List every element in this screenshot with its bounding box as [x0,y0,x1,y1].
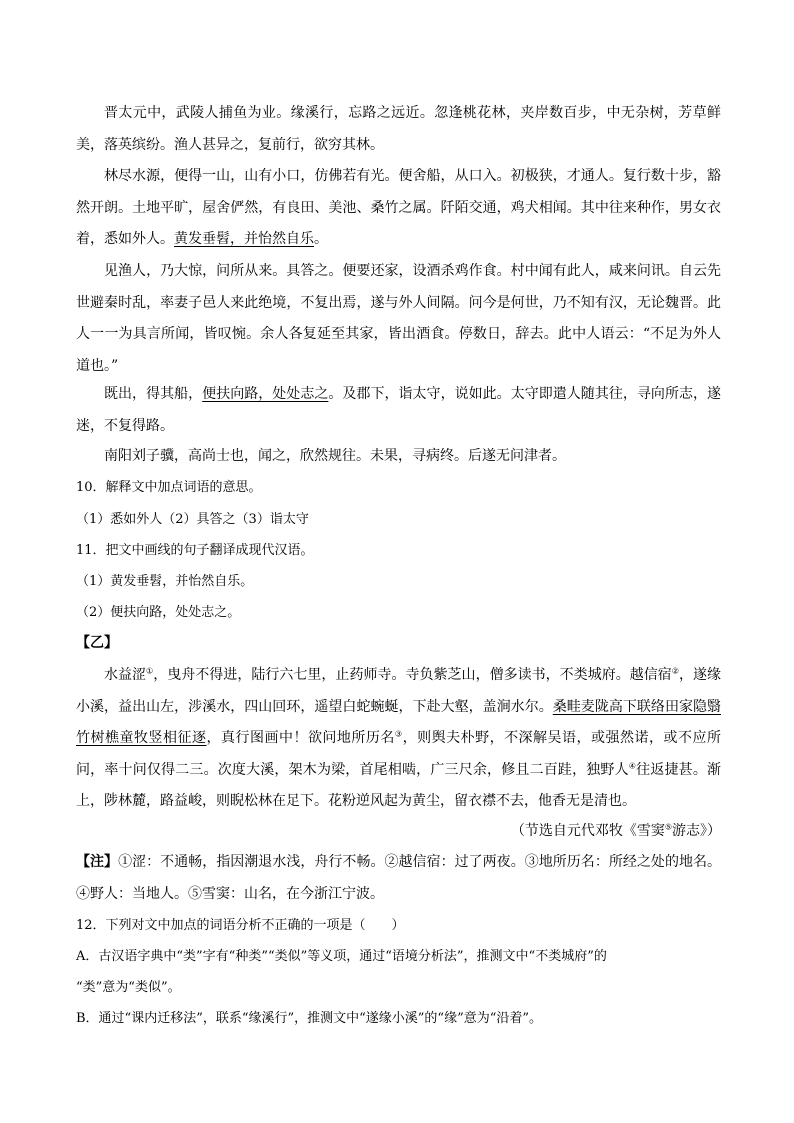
question-11: 11．把文中画线的句子翻译成现代汉语。 [76,543,314,558]
passage-jia-paragraph-5: 南阳刘子骥，高尚士也，闻之，欣然规往。未果，寻病终。后遂无问津者。 [104,448,566,464]
footnote-marker-2: ② [671,666,679,676]
question-11-item-2: （2）便扶向路，处处志之。 [76,605,241,620]
footnote-marker-5: ⑤ [664,822,672,832]
text: 水益涩 [104,667,147,683]
question-10-items: （1）悉如外人（2）具答之（3）诣太守 [76,512,309,527]
text: 既出，得其船， [104,386,203,402]
text: ，则舆夫朴野，不深解吴语，或强然诺，或不应所问，率十问仅得二三。次度大溪，架木为梁，首尾相啮，广三尺余，修且二百跬，独野人 [76,730,722,778]
question-10: 10．解释文中加点词语的意思。 [76,480,262,495]
source-citation [76,816,721,848]
notes-label: 【注】 [76,854,119,870]
annotation-notes [76,847,721,910]
footnote-marker-1: ① [146,666,154,676]
text: 。及郡下，诣太守，说如此。太守即遣人随其往，寻向所志，遂迷，不复得路。 [76,386,722,434]
footnote-marker-4: ④ [628,760,637,770]
passage-jia-paragraph-4 [76,379,721,442]
text: （节选自元代邓牧《雪窦 [510,823,665,839]
question-12-option-a-line-2: “类”意为“类似”。 [76,980,181,995]
question-12: 12．下列对文中加点的词语分析不正确的一项是（ ） [76,918,405,933]
passage-yi [76,660,721,818]
question-12-option-b: B．通过“课内迁移法”，联系“缘溪行”，推测文中“遂缘小溪”的“缘”意为“沿着”。 [76,1011,543,1026]
text: 。 [314,231,328,247]
passage-jia-paragraph-1: 晋太元中，武陵人捕鱼为业。缘溪行，忘路之远近。忽逢桃花林，夹岸数百步，中无杂树，芳草鲜美，落英缤纷。渔人甚异之，复前行，欲穷其林。 [76,105,721,153]
text: 游志》） [672,823,721,839]
text: 林尽水源，便得一山，山有小口，仿佛若有光。便舍船，从口入。初极狭，才通人。复行数十步，豁然开朗。土地平旷，屋舍俨然，有良田、美池、桑竹之属。阡陌交通，鸡犬相闻。其中往来种作，男女衣着，悉如外人。 [76,168,721,247]
passage-jia-paragraph-3: 见渔人，乃大惊，问所从来。具答之。便要还家，设酒杀鸡作食。村中闻有此人，咸来问讯。自云先世避秦时乱，率妻子邑人来此绝境，不复出焉，遂与外人间隔。问今是何世，乃不知有汉，无论魏晋。此人一一为具言所闻，皆叹惋。余人各复延至其家，皆出酒食。停数日，辞去。此中人语云：“不足为外人道也。” [76,263,721,374]
underlined-sentence-1: 黄发垂髫，并怡然自乐 [174,231,314,247]
footnote-marker-3: ③ [394,729,403,739]
notes-body: ①涩：不通畅，指因潮退水浅，舟行不畅。②越信宿：过了两夜。③地所历名：所经之处的地名。④野人：当地人。⑤雪窦：山名，在今浙江宁波。 [76,854,722,902]
underlined-sentence-3: 桑畦麦陇高下联络田家隐翳竹树樵童牧竖相征逐 [76,698,722,746]
text: ，曳舟不得进，陆行六七里，止药师寺。寺负紫芝山，僧多读书，不类城府。越信宿 [153,667,672,683]
passage-jia-paragraph-2 [76,161,721,256]
text: ，遂缘小溪，益出山左，涉溪水，四山回环，遥望白蛇蜿蜒，下赴大壑，盖涧水尔。 [76,667,722,715]
question-11-item-1: （1）黄发垂髫，并怡然自乐。 [76,574,254,589]
question-12-option-a-line-1: A．古汉语字典中“类”字有“种类”“类似”等义项，通过“语境分析法”，推测文中“不类城府”的 [76,949,607,964]
section-yi-heading: 【乙】 [76,635,118,651]
underlined-sentence-2: 便扶向路，处处志之 [202,386,329,402]
text: ，真行图画中！欲问地所历名 [206,730,395,746]
text: 往返捷甚。渐上，陟林麓，路益峻，则睨松林在足下。花粉逆风起为黄尘，留衣襟不去，他香无是清也。 [76,761,722,809]
